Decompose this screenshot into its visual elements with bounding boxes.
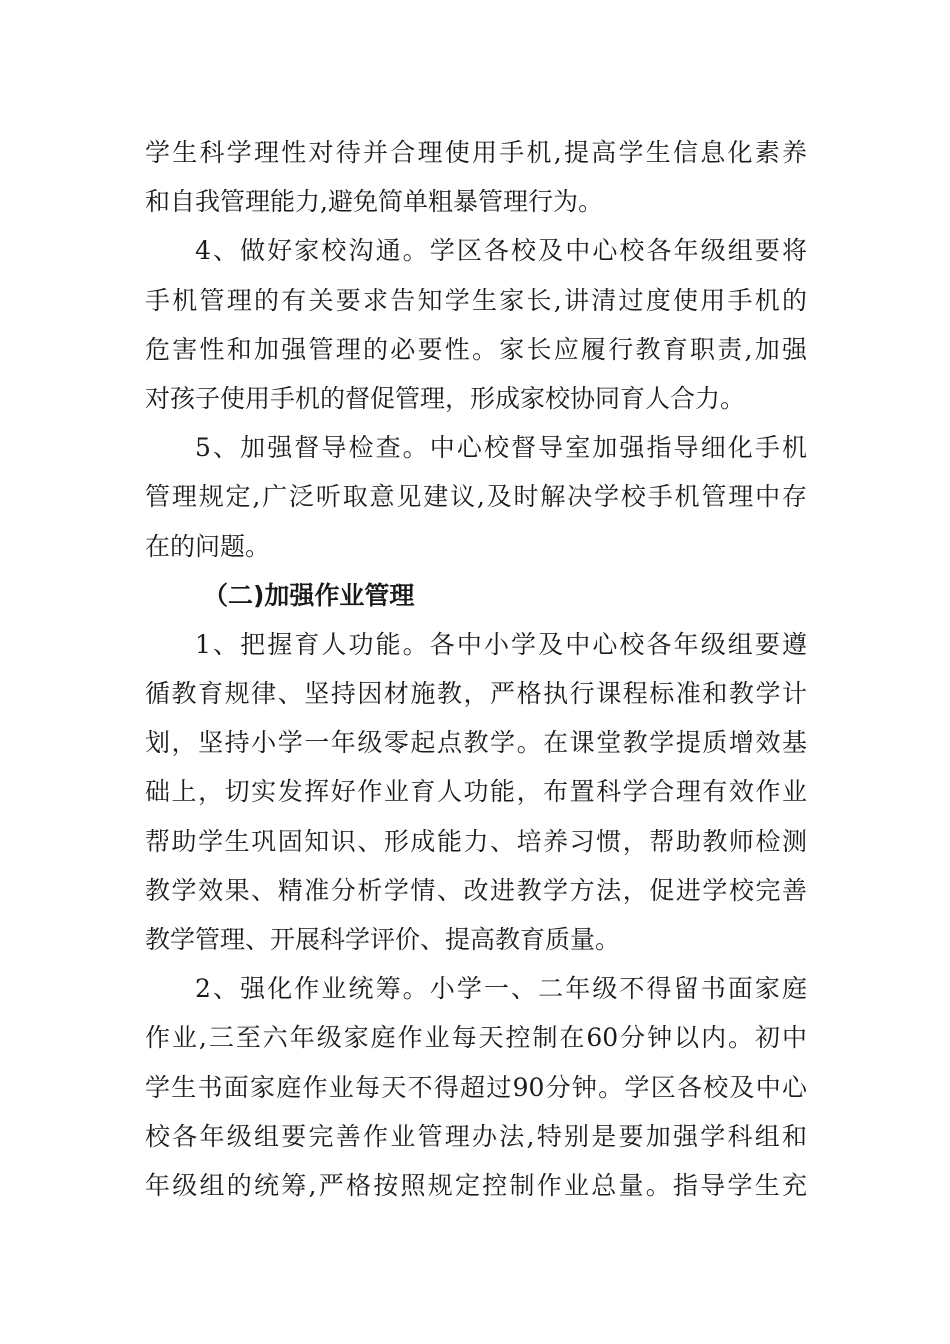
paragraph-line: 1、把握育人功能。各中小学及中心校各年级组要遵 xyxy=(195,629,807,659)
paragraph-line: 管理规定,广泛听取意见建议,及时解决学校手机管理中存 xyxy=(145,482,807,512)
paragraph-line: 学生书面家庭作业每天不得超过90分钟。学区各校及中心 xyxy=(145,1072,807,1102)
section-heading: （二)加强作业管理 xyxy=(203,580,415,610)
paragraph-line: 学生科学理性对待并合理使用手机,提高学生信息化素养 xyxy=(145,138,807,167)
document-body xyxy=(145,128,807,1210)
paragraph-line: 对孩子使用手机的督促管理，形成家校协同育人合力。 xyxy=(145,383,746,413)
paragraph-line: 教学管理、开展科学评价、提高教育质量。 xyxy=(145,925,621,954)
paragraph-line: 4、做好家校沟通。学区各校及中心校各年级组要将 xyxy=(195,236,807,266)
paragraph-line: 校各年级组要完善作业管理办法,特别是要加强学科组和 xyxy=(145,1121,807,1151)
paragraph-line: 循教育规律、坚持因材施教，严格执行课程标准和教学计 xyxy=(145,679,807,709)
paragraph-line: 危害性和加强管理的必要性。家长应履行教育职责,加强 xyxy=(145,334,807,364)
paragraph-line: 教学效果、精准分析学情、改进教学方法，促进学校完善 xyxy=(145,875,807,905)
paragraph-line: 作业,三至六年级家庭作业每天控制在60分钟以内。初中 xyxy=(145,1023,807,1053)
paragraph-line: 手机管理的有关要求告知学生家长,讲清过度使用手机的 xyxy=(145,285,807,315)
paragraph-line: 划，坚持小学一年级零起点教学。在课堂教学提质增效基 xyxy=(145,728,807,758)
paragraph-line: 在的问题。 xyxy=(145,531,271,561)
paragraph-line: 年级组的统筹,严格按照规定控制作业总量。指导学生充 xyxy=(145,1170,807,1200)
paragraph-line: 2、强化作业统筹。小学一、二年级不得留书面家庭 xyxy=(195,974,807,1004)
paragraph-line: 和自我管理能力,避免简单粗暴管理行为。 xyxy=(145,187,603,217)
paragraph-line: 帮助学生巩固知识、形成能力、培养习惯，帮助教师检测 xyxy=(145,826,807,856)
paragraph-line: 础上，切实发挥好作业育人功能，布置科学合理有效作业 xyxy=(145,777,807,807)
paragraph-line: 5、加强督导检查。中心校督导室加强指导细化手机 xyxy=(195,433,807,463)
